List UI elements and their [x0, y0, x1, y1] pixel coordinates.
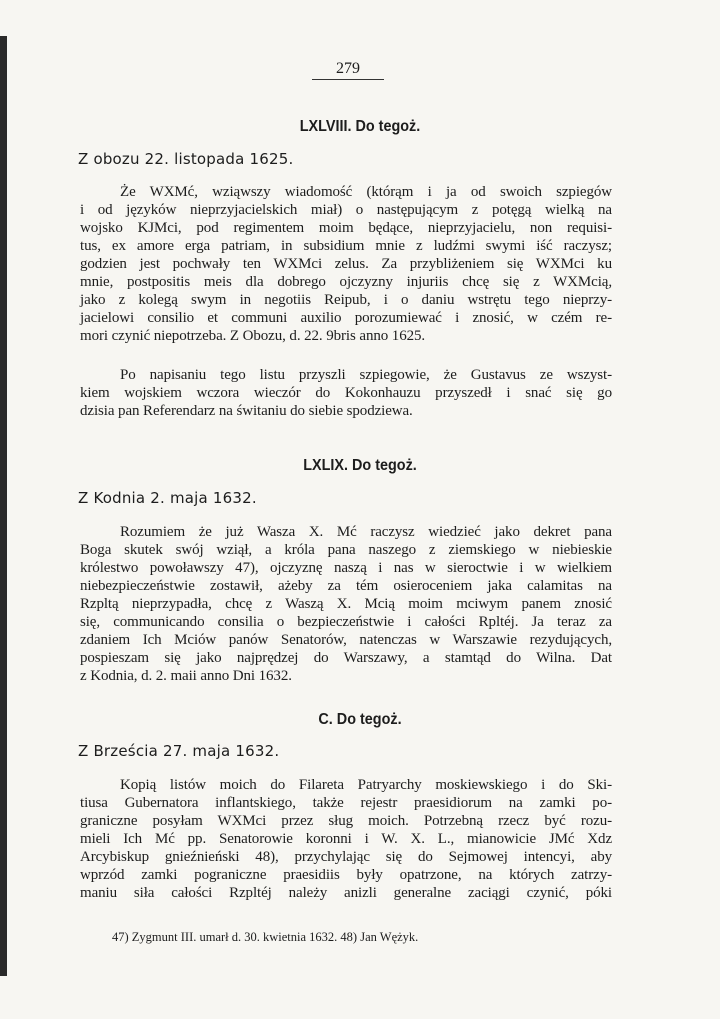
page-edge-shadow — [0, 36, 7, 976]
text-line: Arcybiskup gnieźnieński 48), przychylając się do Sejmowej intencyi, aby — [80, 849, 612, 865]
page-number: 279 — [312, 60, 384, 80]
text-line: królestwo powoławszy 47), ojczyznę naszą i nas w sieroctwie i w wielkiem — [80, 560, 612, 576]
text-line: zdaniem Ich Mciów panów Senatorów, natenczas w Warszawie rezydujących, — [80, 632, 612, 648]
text-line: graniczne posyłam WXMci przez sług moich. Potrzebną rzecz być rozu- — [80, 813, 612, 829]
text-line: wprzód zamki pograniczne praesidiis były opatrzone, na których zatrzy- — [80, 867, 612, 883]
paragraph — [80, 366, 612, 420]
text-line: się, communicando consilia o bezpieczeństwie i całości Rpltéj. Ja teraz za — [80, 614, 612, 630]
dateline: Z Kodnia 2. maja 1632. — [78, 489, 257, 507]
paragraph — [80, 523, 612, 685]
text-line: kiem wojskiem wczora wieczór do Kokonhauzu przyszedł i snać się go — [80, 385, 612, 401]
text-line: tus, ex amore erga patriam, in subsidium mnie z ludźmi swymi iść raczysz; — [80, 238, 612, 254]
text-line: dzisia pan Referendarz na świtaniu do siebie spodziewa. — [80, 403, 413, 419]
footnote: 47) Zygmunt III. umarł d. 30. kwietnia 1632. 48) Jan Wężyk. — [112, 930, 419, 944]
text-line: jako z kolegą swym in negotiis Reipub, i o daniu wstrętu tego nieprzy- — [80, 292, 612, 308]
paragraph — [80, 776, 612, 902]
text-line: Po napisaniu tego listu przyszli szpiegowie, że Gustavus ze wszyst- — [120, 367, 612, 383]
text-line: wojsko KJMci, pod regimentem moim będące, nieprzyjacielu, non requisi- — [80, 220, 612, 236]
text-line: i od języków nieprzyjacielskich miał) o następującym z potęgą wielką na — [80, 202, 612, 218]
paragraph — [80, 183, 612, 345]
text-line: Że WXMć, wziąwszy wiadomość (którąm i ja od swoich szpiegów — [120, 184, 612, 200]
text-line: mnie, postpositis meis dla dobrego ojczyzny injuriis chcę się z WXMcią, — [80, 274, 612, 290]
dateline: Z obozu 22. listopada 1625. — [78, 150, 294, 168]
text-line: niebezpieczeństwie zostawił, ażeby za tém osieroceniem jaka calamitas na — [80, 578, 612, 594]
text-line: pospieszam się jako najprędzej do Warszawy, a stamtąd do Wilna. Dat — [80, 650, 612, 666]
text-line: maniu siła całości Rzpltéj należy anizli generalne zaciągi czynić, póki — [80, 885, 612, 901]
section-heading: LXLIX. Do tegoż. — [303, 457, 417, 474]
text-line: tiusa Gubernatora inflantskiego, także rejestr praesidiorum na zamki po- — [80, 795, 612, 811]
section-heading: C. Do tegoż. — [318, 711, 402, 728]
text-line: Boga skutek swój wziął, a króla pana naszego z ziemskiego w niebieskie — [80, 542, 612, 558]
text-line: mieli Ich Mć pp. Senatorowie koronni i W. X. L., mianowicie JMć Xdz — [80, 831, 612, 847]
text-line: Rzpltą nieprzypadła, chcę z Waszą X. Mcią moim mciwym panem znosić — [80, 596, 612, 612]
section-heading: LXLVIII. Do tegoż. — [299, 118, 421, 135]
dateline: Z Brześcia 27. maja 1632. — [78, 742, 280, 760]
text-line: Rozumiem że już Wasza X. Mć raczysz wiedzieć jako dekret pana — [120, 524, 612, 540]
text-line: godzien jest pochwały ten WXMci zelus. Za przybliżeniem się WXMci ku — [80, 256, 612, 272]
text-line: Kopią listów moich do Filareta Patryarchy moskiewskiego i do Ski- — [120, 777, 612, 793]
text-line: jacielowi consilio et communi auxilio porozumiewać i znosić, w czém re- — [80, 310, 612, 326]
text-line: mori czynić niepotrzeba. Z Obozu, d. 22. 9bris anno 1625. — [80, 328, 426, 344]
text-line: z Kodnia, d. 2. maii anno Dni 1632. — [80, 668, 292, 684]
